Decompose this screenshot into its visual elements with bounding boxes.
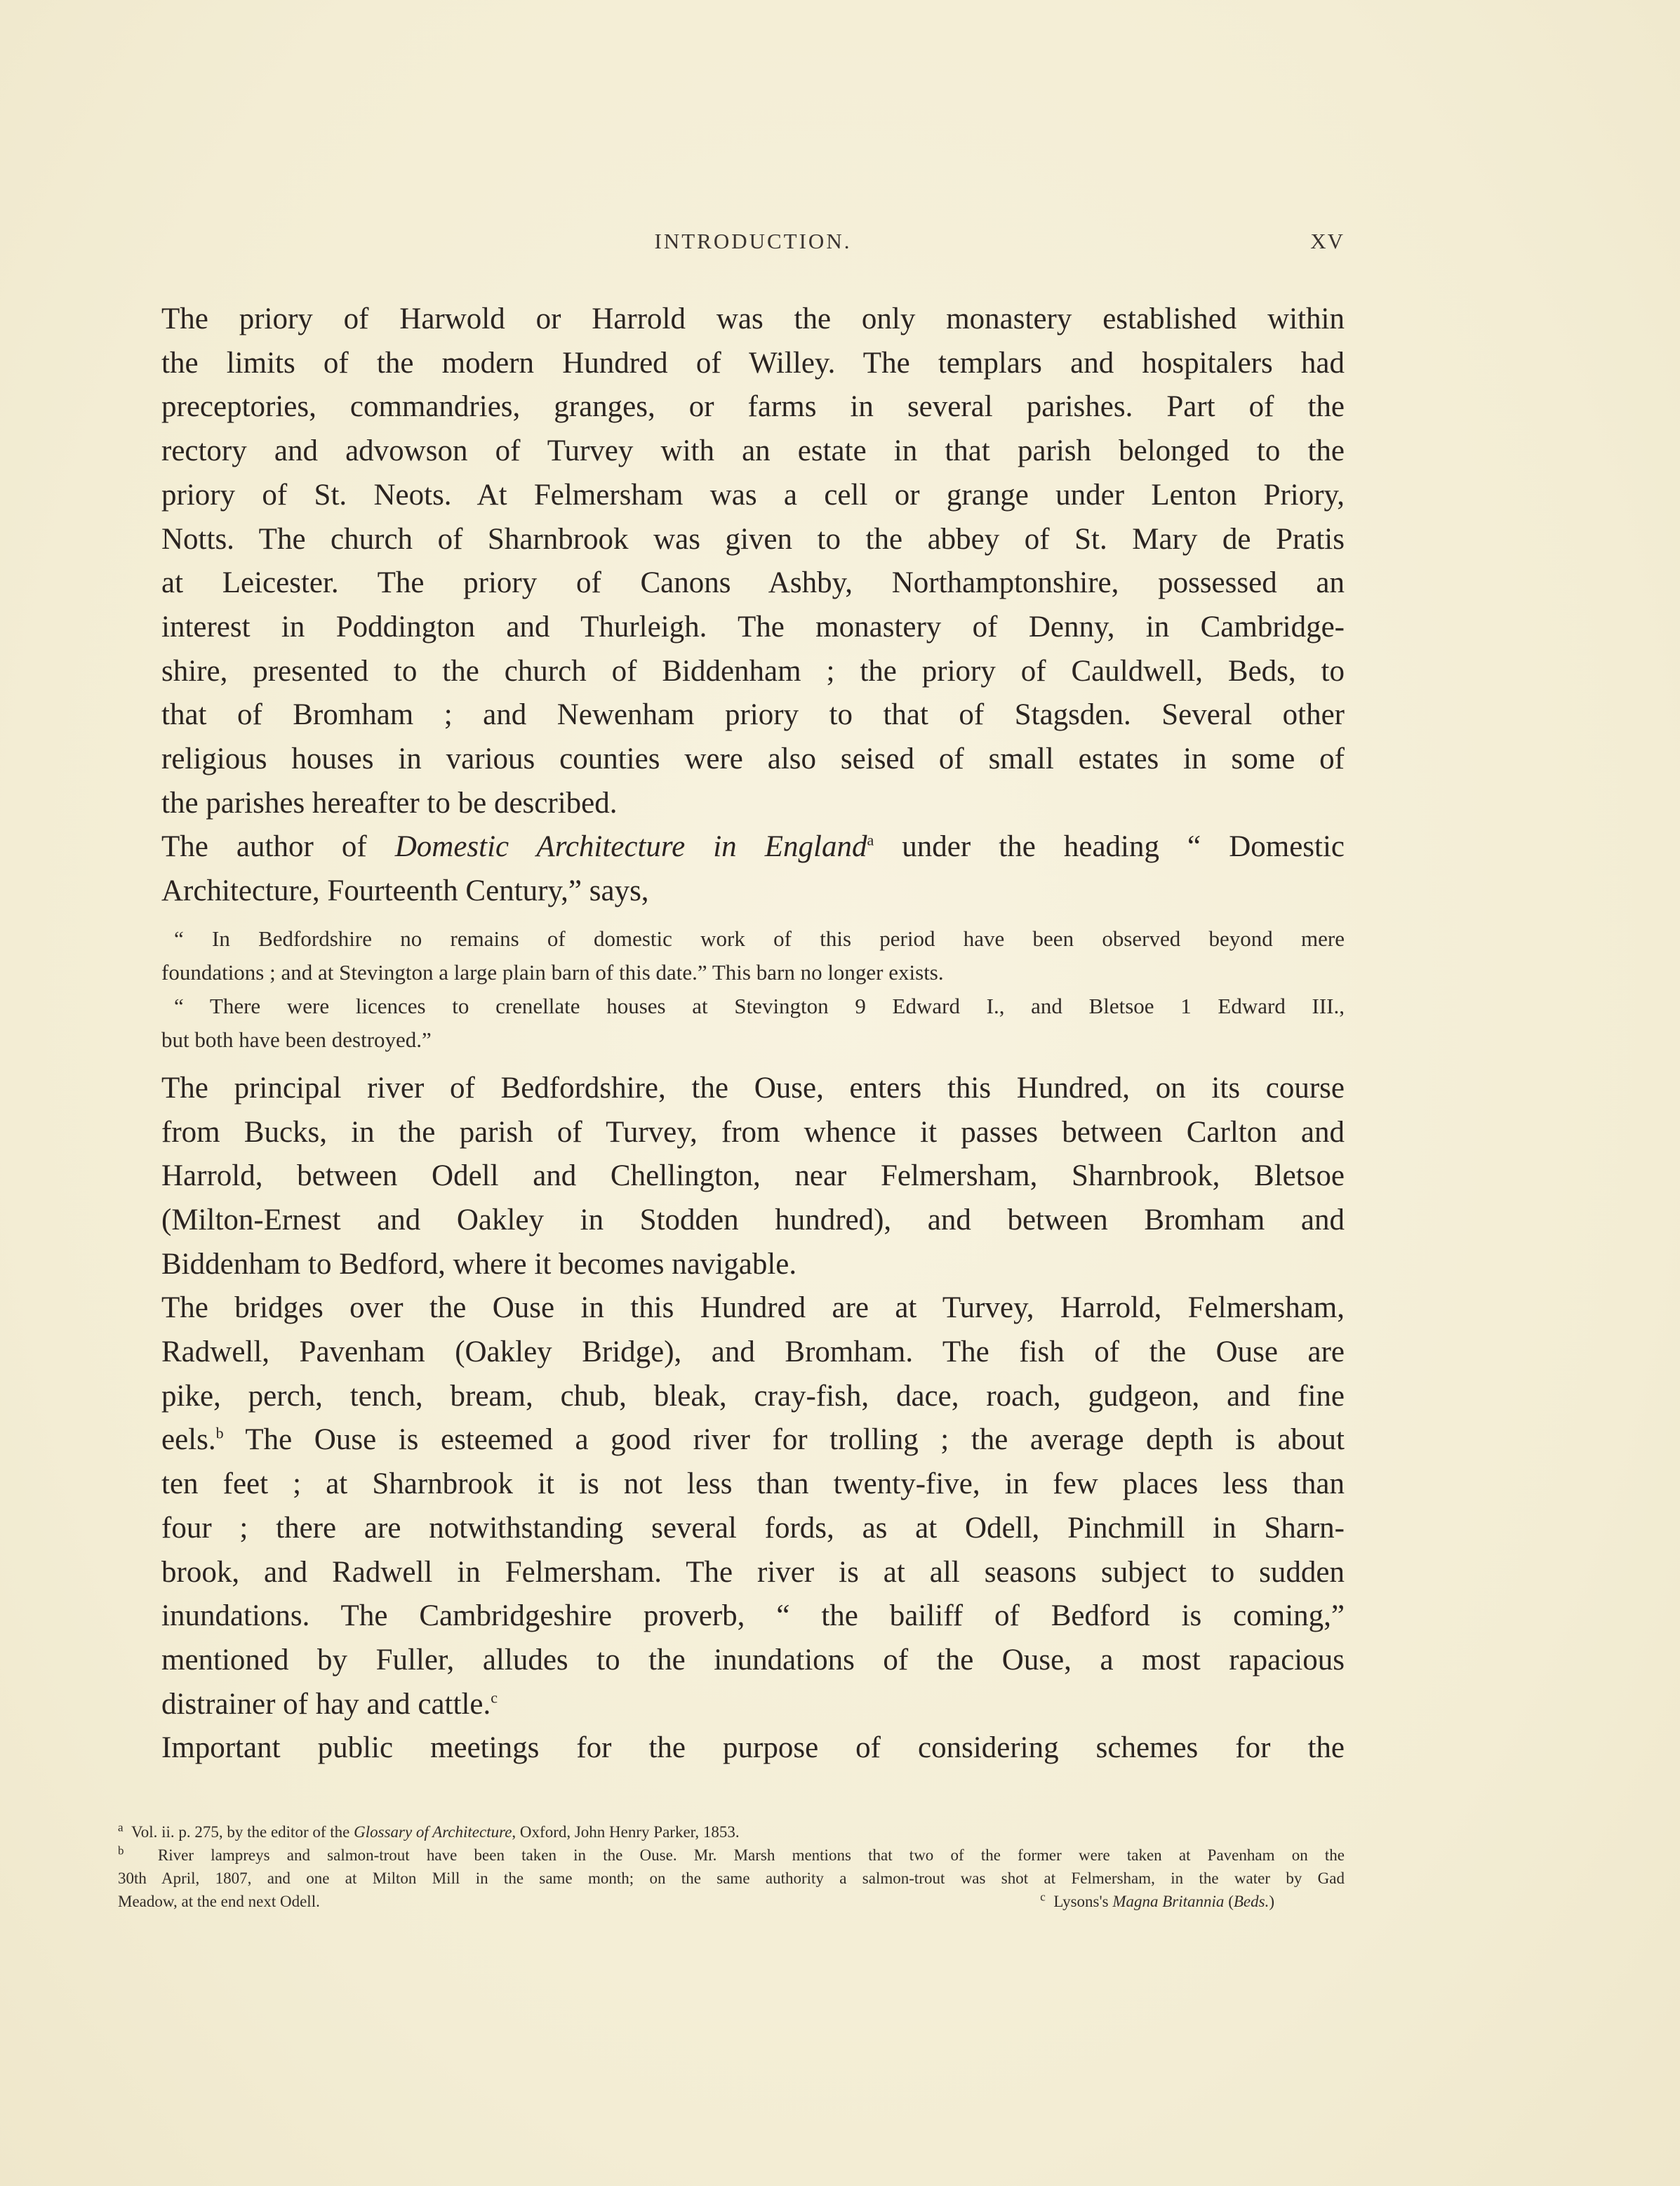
quotation xyxy=(161,922,1345,989)
text-line: priory of St. Neots. At Felmersham was a cell or grange under Lenton Priory, xyxy=(161,478,1345,512)
quote-line: foundations ; and at Stevington a large plain barn of this date.” This barn no longer exists. xyxy=(161,959,944,985)
quote-line: but both have been destroyed.” xyxy=(161,1027,432,1052)
text-run: Lysons's xyxy=(1053,1893,1113,1910)
text-line: Important public meetings for the purpose of considering schemes for the xyxy=(161,1731,1345,1765)
paragraph-public-meetings xyxy=(161,1726,1345,1771)
text-run: eels. xyxy=(161,1423,216,1457)
footnote-c xyxy=(1040,1890,1345,1913)
text-line: The bridges over the Ouse in this Hundred are at Turvey, Harrold, Felmersham, xyxy=(161,1291,1345,1325)
book-title: Glossary of Architecture xyxy=(354,1823,512,1841)
text-line: Notts. The church of Sharnbrook was given to the abbey of St. Mary de Pratis xyxy=(161,522,1345,556)
text-line: from Bucks, in the parish of Turvey, from whence it passes between Carlton and xyxy=(161,1115,1345,1149)
text-line: shire, presented to the church of Biddenham ; the priory of Cauldwell, Beds, to xyxy=(161,654,1345,688)
footnote-line: 30th April, 1807, and one at Milton Mill in the same month; on the same authority a salmon-trout was shot at Felmersham, in the water by Gad xyxy=(118,1870,1345,1887)
text-run: The Ouse is esteemed a good river for trolling ; the average depth is about xyxy=(223,1423,1345,1457)
text-line: preceptories, commandries, granges, or farms in several parishes. Part of the xyxy=(161,390,1345,424)
text-line: Radwell, Pavenham (Oakley Bridge), and Bromham. The fish of the Ouse are xyxy=(161,1335,1345,1369)
quotation xyxy=(161,989,1345,1057)
text-line: ten feet ; at Sharnbrook it is not less than twenty-five, in few places less than xyxy=(161,1467,1345,1501)
text-line xyxy=(161,1418,1345,1462)
text-run: ) xyxy=(1269,1893,1274,1910)
footnote-mark: b xyxy=(118,1844,124,1858)
footnote-ref-b: b xyxy=(215,1425,224,1443)
text-line: The principal river of Bedfordshire, the Ouse, enters this Hundred, on its course xyxy=(161,1071,1345,1105)
text-run: ( xyxy=(1224,1893,1234,1910)
text-line: the limits of the modern Hundred of Willey. The templars and hospitalers had xyxy=(161,346,1345,380)
text-line: pike, perch, tench, bream, chub, bleak, cray-fish, dace, roach, gudgeon, and fine xyxy=(161,1379,1345,1413)
text-line: Harrold, between Odell and Chellington, near Felmersham, Sharnbrook, Bletsoe xyxy=(161,1159,1345,1193)
text-line xyxy=(161,1683,1345,1727)
text-line: inundations. The Cambridgeshire proverb, “ the bailiff of Bedford is coming,” xyxy=(161,1599,1345,1633)
body-text xyxy=(161,298,1345,1771)
running-title: INTRODUCTION. xyxy=(654,229,852,253)
footnote-line xyxy=(118,1820,1345,1844)
paragraph-ouse-river xyxy=(161,1067,1345,1287)
paragraph-priory xyxy=(161,298,1345,825)
text-line: brook, and Radwell in Felmersham. The river is at all seasons subject to sudden xyxy=(161,1555,1345,1589)
text-run: Vol. ii. p. 275, by the editor of the xyxy=(131,1823,354,1841)
text-line: rectory and advowson of Turvey with an estate in that parish belonged to the xyxy=(161,434,1345,468)
page-number: XV xyxy=(1310,229,1345,253)
book-title: Magna Britannia xyxy=(1112,1893,1225,1910)
text-line: Biddenham to Bedford, where it becomes navigable. xyxy=(161,1247,797,1281)
text-line: mentioned by Fuller, alludes to the inundations of the Ouse, a most rapacious xyxy=(161,1643,1345,1677)
quote-line: “ In Bedfordshire no remains of domestic work of this period have been observed beyond mere xyxy=(174,926,1345,951)
footnote-b xyxy=(118,1844,1345,1913)
text-line xyxy=(161,825,1345,869)
text-run: Beds. xyxy=(1233,1893,1269,1910)
text-line: four ; there are notwithstanding several fords, as at Odell, Pinchmill in Sharn- xyxy=(161,1511,1345,1545)
footnote-row xyxy=(118,1890,1345,1913)
footnote-line xyxy=(118,1844,1345,1867)
text-line: Architecture, Fourteenth Century,” says, xyxy=(161,874,649,908)
paragraph-domestic-architecture xyxy=(161,825,1345,913)
text-run: The author of xyxy=(161,830,395,864)
footnote-ref-c: c xyxy=(491,1688,498,1707)
text-run: , Oxford, John Henry Parker, 1853. xyxy=(512,1823,740,1841)
text-line: (Milton-Ernest and Oakley in Stodden hundred), and between Bromham and xyxy=(161,1203,1345,1237)
quotation-block xyxy=(161,922,1345,1057)
footnote-mark: a xyxy=(118,1820,124,1834)
running-head xyxy=(161,229,1345,264)
text-line: that of Bromham ; and Newenham priory to that of Stagsden. Several other xyxy=(161,698,1345,732)
text-line: the parishes hereafter to be described. xyxy=(161,786,618,820)
text-run: distrainer of hay and cattle. xyxy=(161,1687,491,1721)
footnote-line: Meadow, at the end next Odell. xyxy=(118,1893,320,1910)
text-line: interest in Poddington and Thurleigh. The monastery of Denny, in Cambridge- xyxy=(161,610,1345,644)
footnote-mark: c xyxy=(1040,1890,1046,1904)
text-line: at Leicester. The priory of Canons Ashby, Northamptonshire, possessed an xyxy=(161,566,1345,600)
book-title: Domestic Architecture in England xyxy=(394,830,867,864)
text-run: under the heading “ Domestic xyxy=(874,830,1345,864)
footnotes xyxy=(118,1820,1345,1913)
footnote-a xyxy=(118,1820,1345,1844)
footnote-ref-a: a xyxy=(867,832,874,850)
text-line: religious houses in various counties were also seised of small estates in some of xyxy=(161,742,1345,776)
paragraph-bridges xyxy=(161,1286,1345,1726)
quote-line: “ There were licences to crenellate houses at Stevington 9 Edward I., and Bletsoe 1 Edward III., xyxy=(174,993,1345,1018)
text-run: River lampreys and salmon-trout have been taken in the Ouse. Mr. Marsh mentions that two of the former were taken at Pavenham on the xyxy=(157,1846,1345,1864)
text-line: The priory of Harwold or Harrold was the only monastery established within xyxy=(161,302,1345,335)
